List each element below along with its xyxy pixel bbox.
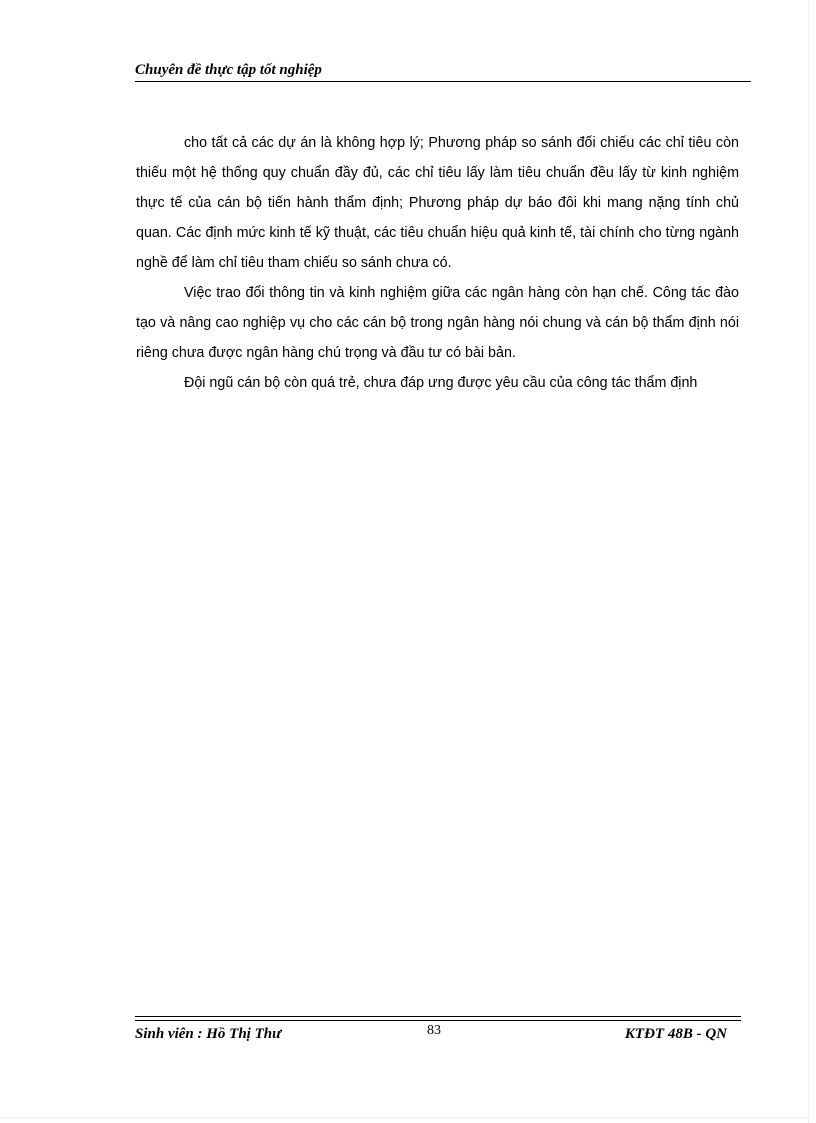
paragraph-2: Việc trao đổi thông tin và kinh nghiệm giữa các ngân hàng còn hạn chế. Công tác đào tạo và nâng cao nghiệp vụ cho các cán bộ trong ngân hàng nói chung và cán bộ thẩm định nói riêng chưa được ngân hàng chú trọng và đầu tư có bài bản. <box>136 285 739 361</box>
header-rule <box>135 81 751 82</box>
header-title: Chuyên đề thực tập tốt nghiệp <box>135 62 322 78</box>
page-header <box>135 60 751 84</box>
paragraph-1: cho tất cả các dự án là không hợp lý; Phương pháp so sánh đối chiếu các chỉ tiêu còn thiếu một hệ thống quy chuẩn đầy đủ, các chỉ tiêu lấy làm tiêu chuẩn đều lấy từ kinh nghiệm thực tế của cán bộ tiến hành thẩm định; Phương pháp dự báo đôi khi mang nặng tính chủ quan. Các định mức kinh tế kỹ thuật, các tiêu chuẩn hiệu quả kinh tế, tài chính cho từng ngành nghề để làm chỉ tiêu tham chiếu so sánh chưa có. <box>136 135 739 271</box>
footer-rule-thick <box>135 1016 741 1017</box>
paragraph-3: Đội ngũ cán bộ còn quá trẻ, chưa đáp ưng được yêu cầu của công tác thẩm định <box>184 375 698 391</box>
footer-class-code: KTĐT 48B - QN <box>624 1026 727 1042</box>
body-text <box>136 128 739 398</box>
page-edge-right <box>808 0 809 1123</box>
footer-page-number: 83 <box>427 1023 441 1038</box>
footer-student-name: Sinh viên : Hồ Thị Thư <box>135 1026 282 1042</box>
page-footer <box>135 1016 741 1050</box>
page-edge-bottom <box>0 1117 808 1118</box>
